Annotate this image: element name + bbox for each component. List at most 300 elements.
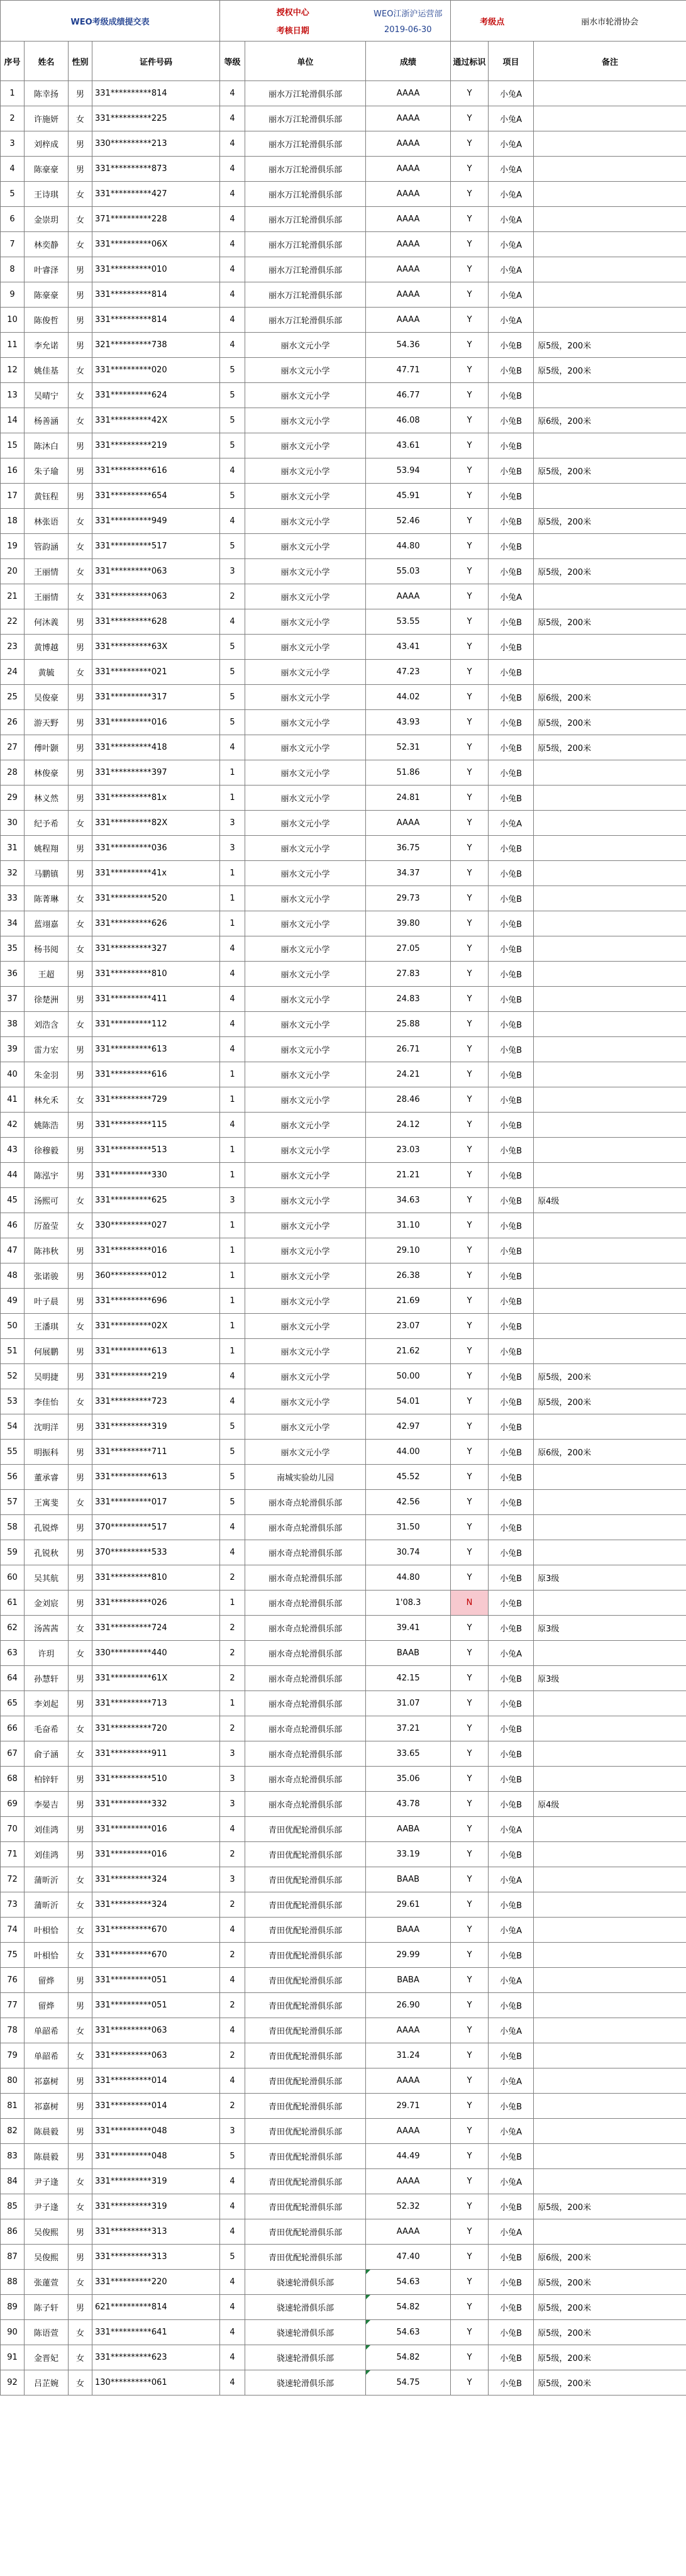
score: AAAA (366, 257, 451, 282)
unit: 丽水文元小学 (245, 811, 366, 836)
level: 2 (220, 1716, 245, 1741)
unit: 青田优配轮滑俱乐部 (245, 1817, 366, 1842)
remark (534, 2018, 686, 2043)
student-name: 王超 (25, 962, 69, 987)
gender: 男 (69, 257, 92, 282)
event: 小兔B (489, 911, 534, 936)
level: 4 (220, 308, 245, 333)
row-number: 54 (1, 1414, 25, 1440)
score: 35.06 (366, 1767, 451, 1792)
row-number: 18 (1, 509, 25, 534)
row-number: 71 (1, 1842, 25, 1867)
student-name: 蓝翊嘉 (25, 911, 69, 936)
student-name: 林义然 (25, 786, 69, 811)
table-row (1, 1389, 686, 1414)
score: 46.08 (366, 408, 451, 433)
remark (534, 886, 686, 911)
table-row (1, 383, 686, 408)
gender: 女 (69, 232, 92, 257)
score: 51.86 (366, 760, 451, 786)
row-number: 4 (1, 157, 25, 182)
row-number: 88 (1, 2270, 25, 2295)
remark (534, 131, 686, 157)
score: 53.55 (366, 609, 451, 635)
pass-flag: Y (451, 660, 489, 685)
pass-flag: Y (451, 1540, 489, 1565)
row-number: 38 (1, 1012, 25, 1037)
level: 3 (220, 1741, 245, 1767)
student-name: 刘佳鸿 (25, 1817, 69, 1842)
student-name: 许玥 (25, 1641, 69, 1666)
row-number: 72 (1, 1867, 25, 1892)
pass-flag: Y (451, 333, 489, 358)
remark (534, 1767, 686, 1792)
unit: 丽水奇点轮滑俱乐部 (245, 1666, 366, 1691)
student-name: 王诗琪 (25, 182, 69, 207)
level: 5 (220, 1440, 245, 1465)
event: 小兔B (489, 458, 534, 484)
gender: 男 (69, 282, 92, 308)
row-number: 82 (1, 2119, 25, 2144)
level: 2 (220, 2043, 245, 2068)
gender: 男 (69, 1817, 92, 1842)
remark: 原6级，200米 (534, 685, 686, 710)
table-row (1, 609, 686, 635)
pass-flag: Y (451, 2370, 489, 2396)
row-number: 79 (1, 2043, 25, 2068)
score: 44.02 (366, 685, 451, 710)
row-number: 52 (1, 1364, 25, 1389)
remark (534, 2094, 686, 2119)
unit: 丽水奇点轮滑俱乐部 (245, 1641, 366, 1666)
gender: 女 (69, 1716, 92, 1741)
student-name: 俞子涵 (25, 1741, 69, 1767)
student-name: 陈祎秋 (25, 1238, 69, 1263)
table-row (1, 509, 686, 534)
row-number: 77 (1, 1993, 25, 2018)
gender: 女 (69, 207, 92, 232)
gender: 女 (69, 2018, 92, 2043)
event: 小兔A (489, 1817, 534, 1842)
row-number: 90 (1, 2320, 25, 2345)
table-row (1, 1666, 686, 1691)
remark (534, 1842, 686, 1867)
gender: 女 (69, 886, 92, 911)
unit: 南城实验幼儿园 (245, 1465, 366, 1490)
gender: 女 (69, 2194, 92, 2219)
venue-value: 丽水市轮滑协会 (534, 1, 686, 42)
id-number: 331**********332 (92, 1792, 220, 1817)
table-row (1, 1817, 686, 1842)
student-name: 陈豪豪 (25, 157, 69, 182)
page-title: WEO考级成绩提交表 (1, 1, 220, 42)
pass-flag: Y (451, 1968, 489, 1993)
gender: 男 (69, 2068, 92, 2094)
table-row (1, 2094, 686, 2119)
score: 29.71 (366, 2094, 451, 2119)
pass-flag: Y (451, 433, 489, 458)
pass-flag: Y (451, 2018, 489, 2043)
row-number: 59 (1, 1540, 25, 1565)
gender: 女 (69, 2169, 92, 2194)
id-number: 331**********427 (92, 182, 220, 207)
table-row (1, 1741, 686, 1767)
score: 28.46 (366, 1087, 451, 1113)
score: 27.05 (366, 936, 451, 962)
score: 29.99 (366, 1943, 451, 1968)
score: 54.82 (366, 2345, 451, 2370)
unit: 青田优配轮滑俱乐部 (245, 2194, 366, 2219)
event: 小兔B (489, 1792, 534, 1817)
remark: 原5级，200米 (534, 710, 686, 735)
score: AAAA (366, 282, 451, 308)
row-number: 84 (1, 2169, 25, 2194)
level: 5 (220, 1490, 245, 1515)
gender: 男 (69, 1263, 92, 1289)
unit: 青田优配轮滑俱乐部 (245, 1918, 366, 1943)
row-number: 66 (1, 1716, 25, 1741)
score: 43.41 (366, 635, 451, 660)
unit: 丽水文元小学 (245, 635, 366, 660)
id-number: 331**********42X (92, 408, 220, 433)
gender: 男 (69, 2119, 92, 2144)
row-number: 10 (1, 308, 25, 333)
score: 42.15 (366, 1666, 451, 1691)
table-row (1, 232, 686, 257)
score: 31.07 (366, 1691, 451, 1716)
remark (534, 987, 686, 1012)
gender: 女 (69, 559, 92, 584)
row-number: 30 (1, 811, 25, 836)
remark: 原3级 (534, 1616, 686, 1641)
event: 小兔A (489, 1918, 534, 1943)
center-label-text: 授权中心 (276, 8, 309, 18)
gender: 男 (69, 1993, 92, 2018)
remark (534, 232, 686, 257)
student-name: 黄博越 (25, 635, 69, 660)
score: 47.23 (366, 660, 451, 685)
pass-flag: Y (451, 1314, 489, 1339)
row-number: 78 (1, 2018, 25, 2043)
event: 小兔B (489, 408, 534, 433)
unit: 丽水文元小学 (245, 936, 366, 962)
pass-flag: Y (451, 2169, 489, 2194)
score: AAAA (366, 308, 451, 333)
gender: 女 (69, 1943, 92, 1968)
table-row (1, 1188, 686, 1213)
score: 54.36 (366, 333, 451, 358)
table-row (1, 1490, 686, 1515)
id-number: 621**********814 (92, 2295, 220, 2320)
table-row (1, 207, 686, 232)
remark (534, 811, 686, 836)
pass-flag: Y (451, 1993, 489, 2018)
gender: 男 (69, 1792, 92, 1817)
unit: 丽水万江轮滑俱乐部 (245, 81, 366, 106)
unit: 青田优配轮滑俱乐部 (245, 2068, 366, 2094)
score: 42.97 (366, 1414, 451, 1440)
id-number: 331**********319 (92, 1414, 220, 1440)
level: 5 (220, 1465, 245, 1490)
event: 小兔B (489, 936, 534, 962)
gender: 男 (69, 157, 92, 182)
event: 小兔B (489, 1741, 534, 1767)
student-name: 叶子晨 (25, 1289, 69, 1314)
gender: 男 (69, 786, 92, 811)
level: 3 (220, 1767, 245, 1792)
score: AABA (366, 1817, 451, 1842)
pass-flag: Y (451, 358, 489, 383)
id-number: 331**********510 (92, 1767, 220, 1792)
table-row (1, 886, 686, 911)
event: 小兔A (489, 157, 534, 182)
event: 小兔B (489, 2245, 534, 2270)
pass-flag: Y (451, 484, 489, 509)
remark (534, 1817, 686, 1842)
unit: 丽水文元小学 (245, 1238, 366, 1263)
remark (534, 207, 686, 232)
id-number: 331**********317 (92, 685, 220, 710)
unit: 丽水万江轮滑俱乐部 (245, 157, 366, 182)
row-number: 55 (1, 1440, 25, 1465)
unit: 丽水文元小学 (245, 1289, 366, 1314)
row-number: 12 (1, 358, 25, 383)
student-name: 刘梓成 (25, 131, 69, 157)
pass-flag: Y (451, 1867, 489, 1892)
table-row (1, 1113, 686, 1138)
pass-flag: Y (451, 1163, 489, 1188)
score: 25.88 (366, 1012, 451, 1037)
unit: 丽水文元小学 (245, 584, 366, 609)
event: 小兔A (489, 2219, 534, 2245)
unit: 丽水文元小学 (245, 760, 366, 786)
row-number: 92 (1, 2370, 25, 2396)
table-row (1, 836, 686, 861)
event: 小兔B (489, 1188, 534, 1213)
score: 21.62 (366, 1339, 451, 1364)
id-number: 331**********014 (92, 2068, 220, 2094)
gender: 男 (69, 308, 92, 333)
table-row (1, 1087, 686, 1113)
pass-flag: Y (451, 786, 489, 811)
unit: 骁速轮滑俱乐部 (245, 2345, 366, 2370)
gender: 女 (69, 408, 92, 433)
event: 小兔B (489, 1314, 534, 1339)
score: 24.83 (366, 987, 451, 1012)
row-number: 86 (1, 2219, 25, 2245)
pass-flag: Y (451, 1113, 489, 1138)
remark (534, 81, 686, 106)
pass-flag: Y (451, 1918, 489, 1943)
gender: 女 (69, 2270, 92, 2295)
student-name: 汤熙可 (25, 1188, 69, 1213)
score: 52.46 (366, 509, 451, 534)
level: 1 (220, 1138, 245, 1163)
unit: 丽水文元小学 (245, 559, 366, 584)
level: 4 (220, 1113, 245, 1138)
gender: 女 (69, 509, 92, 534)
score: 55.03 (366, 559, 451, 584)
row-number: 74 (1, 1918, 25, 1943)
pass-flag: Y (451, 1792, 489, 1817)
table-row (1, 2119, 686, 2144)
remark (534, 1993, 686, 2018)
remark (534, 1540, 686, 1565)
remark (534, 1289, 686, 1314)
pass-flag: Y (451, 1716, 489, 1741)
score: 31.10 (366, 1213, 451, 1238)
table-row (1, 1213, 686, 1238)
pass-flag: Y (451, 1616, 489, 1641)
id-number: 331**********81x (92, 786, 220, 811)
score: 29.73 (366, 886, 451, 911)
event: 小兔B (489, 1263, 534, 1289)
table-row (1, 157, 686, 182)
unit: 青田优配轮滑俱乐部 (245, 1842, 366, 1867)
level: 4 (220, 81, 245, 106)
student-name: 陈俊哲 (25, 308, 69, 333)
id-number: 331**********313 (92, 2245, 220, 2270)
student-name: 陈幸扬 (25, 81, 69, 106)
table-row (1, 534, 686, 559)
gender: 男 (69, 81, 92, 106)
table-row (1, 2370, 686, 2396)
student-name: 张蓮萱 (25, 2270, 69, 2295)
table-row (1, 1339, 686, 1364)
remark: 原3级 (534, 1666, 686, 1691)
table-row (1, 282, 686, 308)
student-name: 叶梖恰 (25, 1943, 69, 1968)
student-name: 金刘宸 (25, 1591, 69, 1616)
score: AAAA (366, 2169, 451, 2194)
event: 小兔B (489, 2295, 534, 2320)
pass-flag: Y (451, 182, 489, 207)
table-row (1, 811, 686, 836)
remark (534, 836, 686, 861)
event: 小兔B (489, 609, 534, 635)
table-row (1, 484, 686, 509)
pass-flag: Y (451, 635, 489, 660)
id-number: 321**********738 (92, 333, 220, 358)
event: 小兔A (489, 584, 534, 609)
center-value-text: WEO江浙沪运营部 (373, 9, 443, 19)
student-name: 许施妍 (25, 106, 69, 131)
table-row (1, 1540, 686, 1565)
event: 小兔A (489, 308, 534, 333)
row-number: 51 (1, 1339, 25, 1364)
unit: 青田优配轮滑俱乐部 (245, 2169, 366, 2194)
table-row (1, 433, 686, 458)
unit: 丽水文元小学 (245, 383, 366, 408)
row-number: 3 (1, 131, 25, 157)
unit: 丽水奇点轮滑俱乐部 (245, 1515, 366, 1540)
table-row (1, 2018, 686, 2043)
unit: 青田优配轮滑俱乐部 (245, 2119, 366, 2144)
student-name: 单韶希 (25, 2018, 69, 2043)
remark: 原4级 (534, 1188, 686, 1213)
pass-flag: Y (451, 282, 489, 308)
level: 4 (220, 2270, 245, 2295)
level: 4 (220, 182, 245, 207)
student-name: 黄毓 (25, 660, 69, 685)
pass-flag: Y (451, 760, 489, 786)
id-number: 331**********051 (92, 1993, 220, 2018)
id-number: 331**********720 (92, 1716, 220, 1741)
gender: 男 (69, 2144, 92, 2169)
score: 54.75 (366, 2370, 451, 2396)
event: 小兔B (489, 660, 534, 685)
student-name: 留烨 (25, 1968, 69, 1993)
table-row (1, 2219, 686, 2245)
level: 4 (220, 1817, 245, 1842)
level: 3 (220, 1867, 245, 1892)
level: 1 (220, 1213, 245, 1238)
remark (534, 433, 686, 458)
level: 1 (220, 886, 245, 911)
gender: 男 (69, 1591, 92, 1616)
id-number: 331**********048 (92, 2119, 220, 2144)
gender: 女 (69, 1087, 92, 1113)
id-number: 331**********225 (92, 106, 220, 131)
pass-flag: Y (451, 1641, 489, 1666)
id-number: 331**********063 (92, 584, 220, 609)
remark: 原5级，200米 (534, 609, 686, 635)
id-number: 331**********063 (92, 2018, 220, 2043)
gender: 女 (69, 1490, 92, 1515)
unit: 青田优配轮滑俱乐部 (245, 1892, 366, 1918)
pass-flag: Y (451, 1565, 489, 1591)
row-number: 67 (1, 1741, 25, 1767)
event: 小兔A (489, 1968, 534, 1993)
gender: 男 (69, 861, 92, 886)
student-name: 雷力宏 (25, 1037, 69, 1062)
score: 39.41 (366, 1616, 451, 1641)
table-row (1, 987, 686, 1012)
row-number: 48 (1, 1263, 25, 1289)
score: AAAA (366, 81, 451, 106)
table-row (1, 1364, 686, 1389)
student-name: 陈晨毅 (25, 2144, 69, 2169)
level: 5 (220, 2245, 245, 2270)
row-number: 32 (1, 861, 25, 886)
score: AAAA (366, 207, 451, 232)
id-number: 370**********517 (92, 1515, 220, 1540)
column-header-row (1, 42, 686, 81)
level: 4 (220, 2194, 245, 2219)
student-name: 张诺骏 (25, 1263, 69, 1289)
pass-flag: Y (451, 1842, 489, 1867)
event: 小兔A (489, 2068, 534, 2094)
student-name: 毛奋希 (25, 1716, 69, 1741)
event: 小兔B (489, 2345, 534, 2370)
table-row (1, 1062, 686, 1087)
student-name: 汤茜茜 (25, 1616, 69, 1641)
pass-flag: Y (451, 131, 489, 157)
table-row (1, 1138, 686, 1163)
id-number: 331**********873 (92, 157, 220, 182)
id-number: 331**********220 (92, 2270, 220, 2295)
row-number: 42 (1, 1113, 25, 1138)
table-row (1, 2144, 686, 2169)
row-number: 68 (1, 1767, 25, 1792)
row-number: 35 (1, 936, 25, 962)
score: 30.74 (366, 1540, 451, 1565)
gender: 女 (69, 2345, 92, 2370)
student-name: 留烨 (25, 1993, 69, 2018)
row-number: 31 (1, 836, 25, 861)
table-row (1, 685, 686, 710)
score: AAAA (366, 811, 451, 836)
